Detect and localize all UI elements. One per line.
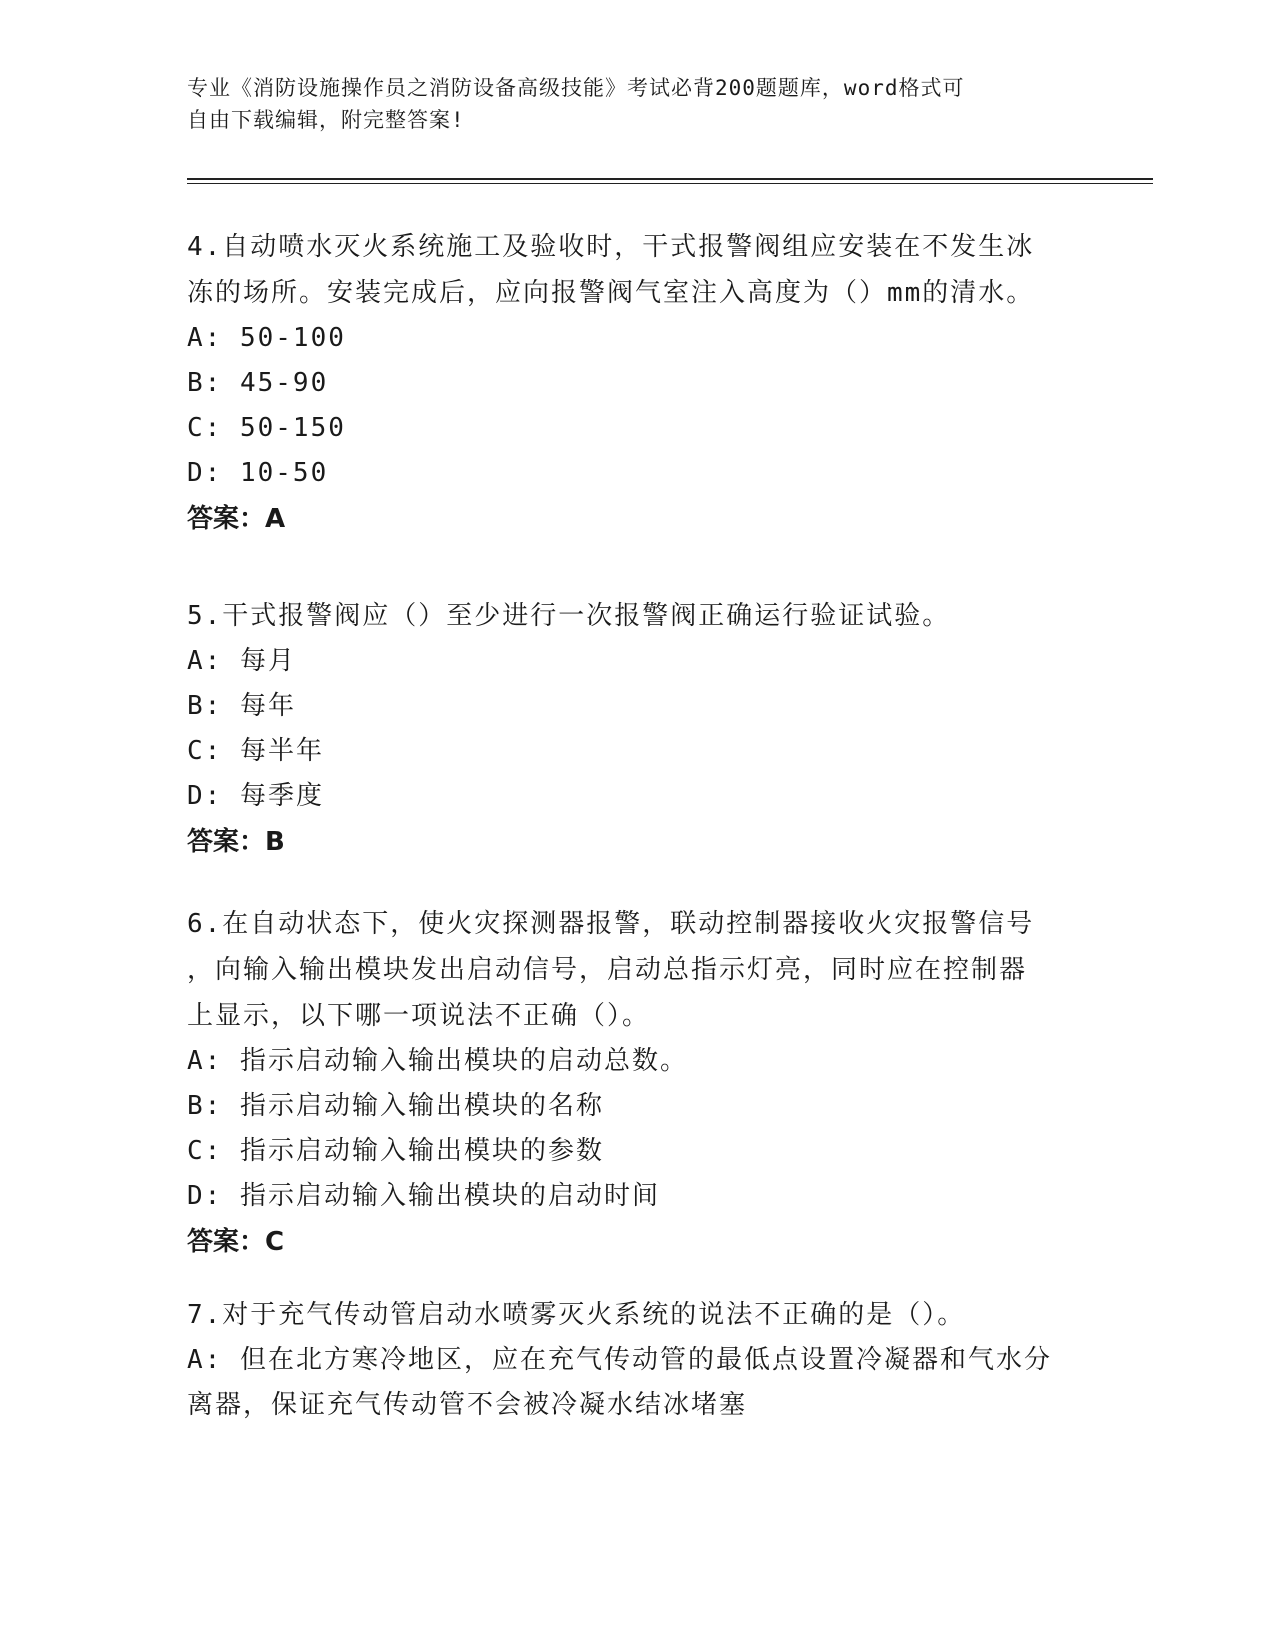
option-b: B: 指示启动输入输出模块的名称: [187, 1091, 604, 1121]
option-b: B: 每年: [187, 691, 296, 721]
question-6: [187, 901, 1087, 1265]
header-line-1: 专业《消防设施操作员之消防设备高级技能》考试必背200题题库，word格式可: [187, 76, 965, 100]
option-a-line-2: 离器，保证充气传动管不会被冷凝水结冰堵塞: [187, 1390, 748, 1420]
header-line-2: 自由下载编辑，附完整答案!: [187, 108, 465, 132]
question-7: [187, 1292, 1087, 1428]
option-a: A: 指示启动输入输出模块的启动总数。: [187, 1046, 688, 1076]
question-4: [187, 224, 1087, 542]
header-divider-thin: [187, 183, 1153, 184]
header-divider: [187, 178, 1153, 180]
option-c: C: 每半年: [187, 736, 324, 766]
question-stem-line: ，向输入输出模块发出启动信号，启动总指示灯亮，同时应在控制器: [187, 955, 1028, 985]
answer-line: 答案：B: [187, 827, 285, 857]
question-stem-line: 冻的场所。安装完成后，应向报警阀气室注入高度为（）mm的清水。: [187, 278, 1035, 308]
question-stem-line: 4.自动喷水灭火系统施工及验收时，干式报警阀组应安装在不发生冰: [187, 232, 1035, 262]
document-header: [187, 72, 1067, 136]
question-stem-line: 7.对于充气传动管启动水喷雾灭火系统的说法不正确的是（）。: [187, 1300, 966, 1330]
question-stem-line: 上显示，以下哪一项说法不正确（）。: [187, 1001, 651, 1031]
answer-line: 答案：A: [187, 504, 286, 534]
question-stem-line: 6.在自动状态下，使火灾探测器报警，联动控制器接收火灾报警信号: [187, 909, 1035, 939]
option-a: A: 每月: [187, 646, 296, 676]
option-d: D: 10-50: [187, 458, 329, 488]
option-a-line-1: A: 但在北方寒冷地区，应在充气传动管的最低点设置冷凝器和气水分: [187, 1345, 1052, 1375]
option-c: C: 50-150: [187, 413, 346, 443]
question-5: [187, 593, 1087, 865]
answer-line: 答案：C: [187, 1227, 285, 1257]
option-d: D: 指示启动输入输出模块的启动时间: [187, 1181, 660, 1211]
option-a: A: 50-100: [187, 323, 346, 353]
question-stem-line: 5.干式报警阀应（）至少进行一次报警阀正确运行验证试验。: [187, 601, 951, 631]
option-b: B: 45-90: [187, 368, 329, 398]
option-c: C: 指示启动输入输出模块的参数: [187, 1136, 604, 1166]
option-d: D: 每季度: [187, 781, 324, 811]
